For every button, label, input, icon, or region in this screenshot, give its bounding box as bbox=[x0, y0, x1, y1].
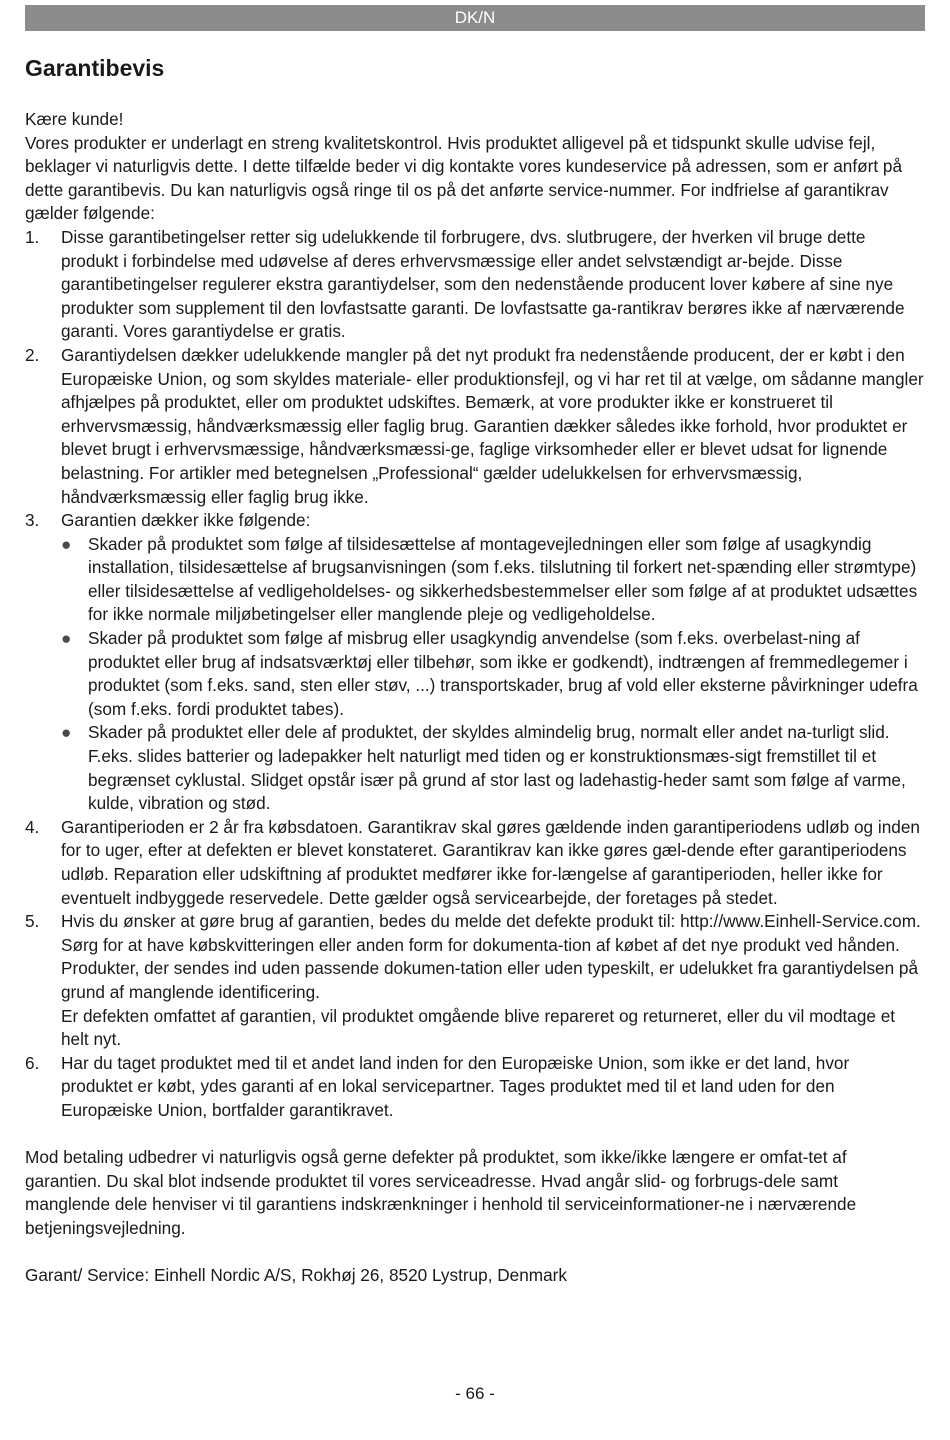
term-text: Har du taget produktet med til et andet land inden for den Europæiske Union, som ikke er det land, hvor produktet er købt, ydes garanti af en lokal servicepartner. Tages produktet med til et land uden for den Europæiske Union, bortfalder garantikravet. bbox=[61, 1052, 850, 1120]
term-number: 5. bbox=[25, 911, 40, 932]
section-header-bar bbox=[25, 5, 925, 31]
term-item-6 bbox=[25, 1052, 925, 1123]
exclusions-list bbox=[61, 533, 925, 816]
term-text: Garantiydelsen dækker udelukkende mangler på det nyt produkt fra nedenstående producent, der er købt i den Europæiske Union, og som skyldes materiale- eller produktionsfejl, og vi har ret til at vælge, om sådanne mangler afhjælpes på produktet, eller om produktet udskiftes. Bemærk, at vore produkter ikke er konstrueret til erhvervsmæssig, håndværksmæssig eller faglig brug. Garantien dækker således ikke forhold, hvor produktet er blevet brugt i erhvervsmæssige, håndværksmæssi-ge, faglige virksomheder eller er blevet udsat for lignende belastning. For artikler med betegnelsen „Professional“ gælder udelukkelsen for erhvervsmæssig, håndværksmæssig eller faglig brug ikke. bbox=[61, 344, 924, 507]
term-text: Garantiperioden er 2 år fra købsdatoen. Garantikrav skal gøres gældende inden garantiperiodens udløb og inden for to uger, efter at defekten er blevet konstateret. Garantikrav kan ikke gøres gæl-dende efter garantiperiodens udløb. Reparation eller udskiftning af produktet medfører ikke for-længelse af garantiperioden, heller ikke for eventuelt indbyggede reservedele. Dette gælder også servicearbejde, der foretages på stedet. bbox=[61, 816, 920, 908]
paragraph-spacer bbox=[25, 1241, 925, 1265]
exclusion-item bbox=[61, 721, 925, 815]
greeting-text: Kære kunde! bbox=[25, 109, 124, 129]
exclusion-text: Skader på produktet eller dele af produktet, der skyldes almindelig brug, normalt eller andet na-turligt slid. F.eks. slides batterier og ladepakker helt naturligt med tiden og er konstruktionsmæs-sigt fremstillet til et begrænset cyklustal. Slidget opstår især på grund af stor last og ladehastig-heder samt som følge af varme, kulde, vibration og stød. bbox=[88, 722, 906, 814]
term-text: Disse garantibetingelser retter sig udelukkende til forbrugere, dvs. slutbrugere, der hverken vil bruge dette produkt i forbindelse med udøvelse af deres erhvervsmæssige eller andet selvstændigt ar-bejde. Disse garantibetingelser regulerer ekstra garantiydelser, som den nedenstående producent lover købere af sine nye produkter som supplement til den lovfastsatte garanti. De lovfastsatte ga-rantikrav berøres ikke af nærværende garanti. Vores garantiydelse er gratis. bbox=[61, 226, 905, 342]
page-title: Garantibevis bbox=[25, 55, 165, 81]
page-number: - 66 - bbox=[455, 1384, 495, 1403]
language-code-label: DK/N bbox=[454, 8, 496, 27]
term-number: 4. bbox=[25, 816, 40, 837]
exclusion-text: Skader på produktet som følge af misbrug eller usagkyndig anvendelse (som f.eks. overbelast-ning af produktet eller brug af indsatsværktøj eller tilbehør, som ikke er godkendt), indtrængen af fremmedlegemer i produktet (som f.eks. sand, sten eller støv, ...) transportskader, brug af vold eller eksterne påvirkninger udefra (som f.eks. fordi produktet tabes). bbox=[88, 628, 918, 719]
term-item-4 bbox=[25, 816, 925, 910]
warranty-terms-list bbox=[25, 226, 925, 1123]
term-item-1 bbox=[25, 226, 925, 344]
exclusion-item bbox=[61, 533, 925, 627]
term-item-3 bbox=[25, 509, 925, 816]
exclusion-text: Skader på produktet som følge af tilsidesættelse af montagevejledningen eller som følge af usagkyndig installation, tilsidesættelse af brugsanvisningen (som f.eks. tilslutning til forkert net-spænding eller strømtype) eller tilsidesættelse af vedligeholdelses- og sikkerhedsbestemmelser eller som følge af at produktet udsættes for ikke normale miljøbetingelser eller manglende pleje og vedligeholdelse. bbox=[88, 533, 918, 625]
exclusion-item bbox=[61, 627, 925, 721]
service-address-line: Garant/ Service: Einhell Nordic A/S, Rokhøj 26, 8520 Lystrup, Denmark bbox=[25, 1265, 567, 1286]
term-number: 2. bbox=[25, 344, 40, 365]
intro-paragraph: Vores produkter er underlagt en streng kvalitetskontrol. Hvis produktet alligevel på et tidspunkt skulle udvise fejl, beklager vi naturligvis dette. I dette tilfælde beder vi dig kontakte vores kundeservice på adressen, som er anført på dette garantibevis. Du kan naturligvis også ringe til os på det anførte service-nummer. For indfrielse af garantikrav gælder følgende: bbox=[25, 132, 903, 224]
bullet-icon: ● bbox=[61, 722, 72, 743]
term-text: Garantien dækker ikke følgende: bbox=[61, 510, 311, 531]
bullet-icon: ● bbox=[61, 533, 72, 554]
closing-paragraph: Mod betaling udbedrer vi naturligvis også gerne defekter på produktet, som ikke/ikke længere er omfat-tet af garantien. Du skal blot indsende produktet til vores serviceadresse. Hvad angår slid- og forbrugs-dele samt manglende dele henviser vi til garantiens indskrænkninger i henhold til serviceinformationer-ne i nærværende betjeningsvejledning. bbox=[25, 1147, 857, 1238]
paragraph-spacer bbox=[25, 1123, 925, 1147]
warranty-body bbox=[25, 108, 925, 1288]
term-number: 3. bbox=[25, 510, 40, 531]
term-number: 1. bbox=[25, 226, 40, 247]
term-number: 6. bbox=[25, 1052, 40, 1073]
term-item-2 bbox=[25, 344, 925, 509]
bullet-icon: ● bbox=[61, 628, 72, 649]
term-text: Hvis du ønsker at gøre brug af garantien, bedes du melde det defekte produkt til: http://www.Einhell-Service.com. Sørg for at have købskvitteringen eller anden form for dokumenta-tion af købet af det nye produkt ved hånden. Produkter, der sendes ind uden passende dokumen-tation eller uden typeskilt, er udelukket fra garantiydelsen på grund af manglende identificering. bbox=[61, 911, 921, 1002]
term-item-5 bbox=[25, 910, 925, 1052]
term-text-continued: Er defekten omfattet af garantien, vil produktet omgående blive repareret og returneret, eller du vil modtage et helt nyt. bbox=[61, 1005, 896, 1050]
